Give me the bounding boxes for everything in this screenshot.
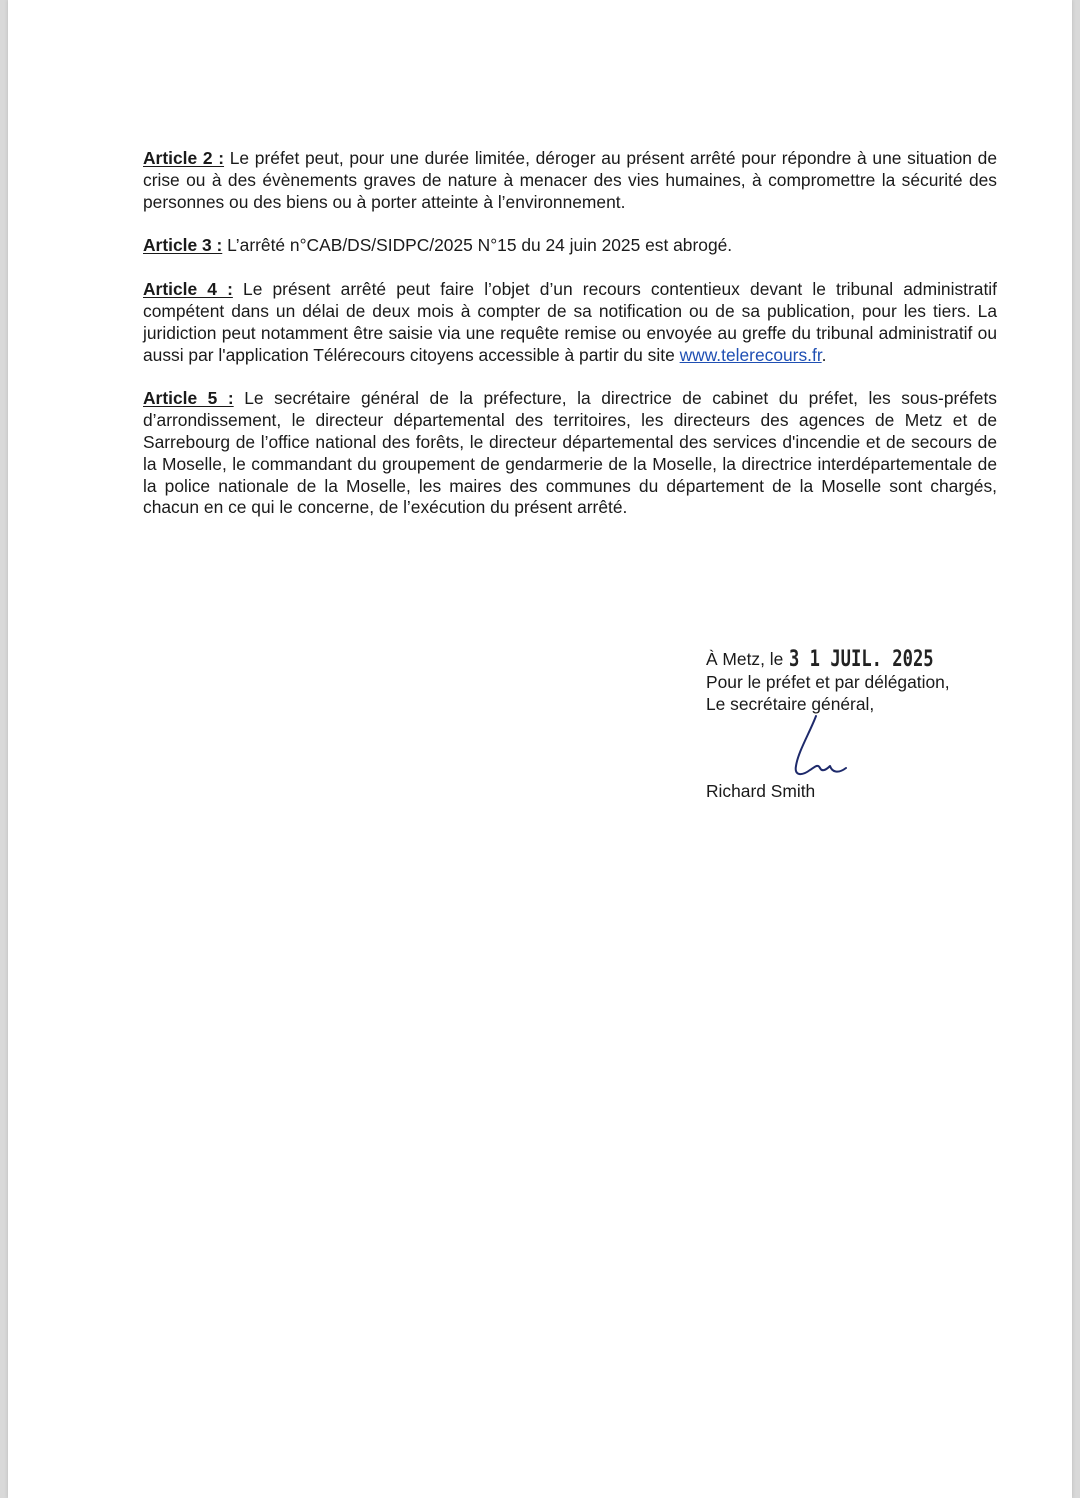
article-5 [143, 388, 997, 519]
signature-place: À Metz, le [706, 649, 784, 669]
document-page [8, 0, 1072, 1498]
signature-date-line [706, 648, 1036, 671]
article-5-label: Article 5 : [143, 388, 234, 409]
date-stamp: 3 1 JUIL. 2025 [789, 647, 934, 672]
signature-delegation: Pour le préfet et par délégation, [706, 672, 950, 692]
article-2-label: Article 2 : [143, 148, 225, 168]
article-5-text: Le secrétaire général de la préfecture, la directrice de cabinet du préfet, les sous-préfets d’arrondissement, le directeur départemental des territoires, les directeurs des agences de Metz et de Sarrebourg de l’office national des forêts, le directeur départemental des services d'incendie et de secours de la Moselle, le commandant du groupement de gendarmerie de la Moselle, la directrice interdépartementale de la police nationale de la Moselle, les maires des communes du département de la Moselle sont chargés, chacun en ce qui le concerne, de l’exécution du présent arrêté. [143, 388, 997, 518]
article-3-label: Article 3 : [143, 235, 223, 256]
article-4-label: Article 4 : [143, 279, 233, 300]
article-2-text: Le préfet peut, pour une durée limitée, déroger au présent arrêté pour répondre à une situation de crise ou à des évènements graves de nature à menacer des vies humaines, à compromettre la sécurité des personnes ou des biens ou à porter atteinte à l’environnement. [143, 148, 997, 212]
article-4-end: . [821, 344, 827, 365]
article-4 [143, 279, 997, 366]
article-3 [143, 235, 997, 257]
signer-name: Richard Smith [706, 781, 816, 801]
signature-block [706, 648, 1036, 715]
article-3-text: L’arrêté n°CAB/DS/SIDPC/2025 N°15 du 24 juin 2025 est abrogé. [222, 235, 733, 256]
article-2 [143, 148, 997, 213]
telerecours-link[interactable]: www.telerecours.fr [679, 344, 822, 365]
article-4-text: Le présent arrêté peut faire l’objet d’un recours contentieux devant le tribunal administratif compétent dans un délai de deux mois à compter de sa notification ou de sa publication, pour les tiers. La juridiction peut notamment être saisie via une requête remise ou envoyée au greffe du tribunal administratif ou aussi par l'application Télérecours citoyens accessible à partir du site [143, 279, 997, 365]
signature-title: Le secrétaire général, [706, 694, 875, 714]
handwritten-signature [788, 714, 868, 784]
document-body [143, 148, 997, 541]
